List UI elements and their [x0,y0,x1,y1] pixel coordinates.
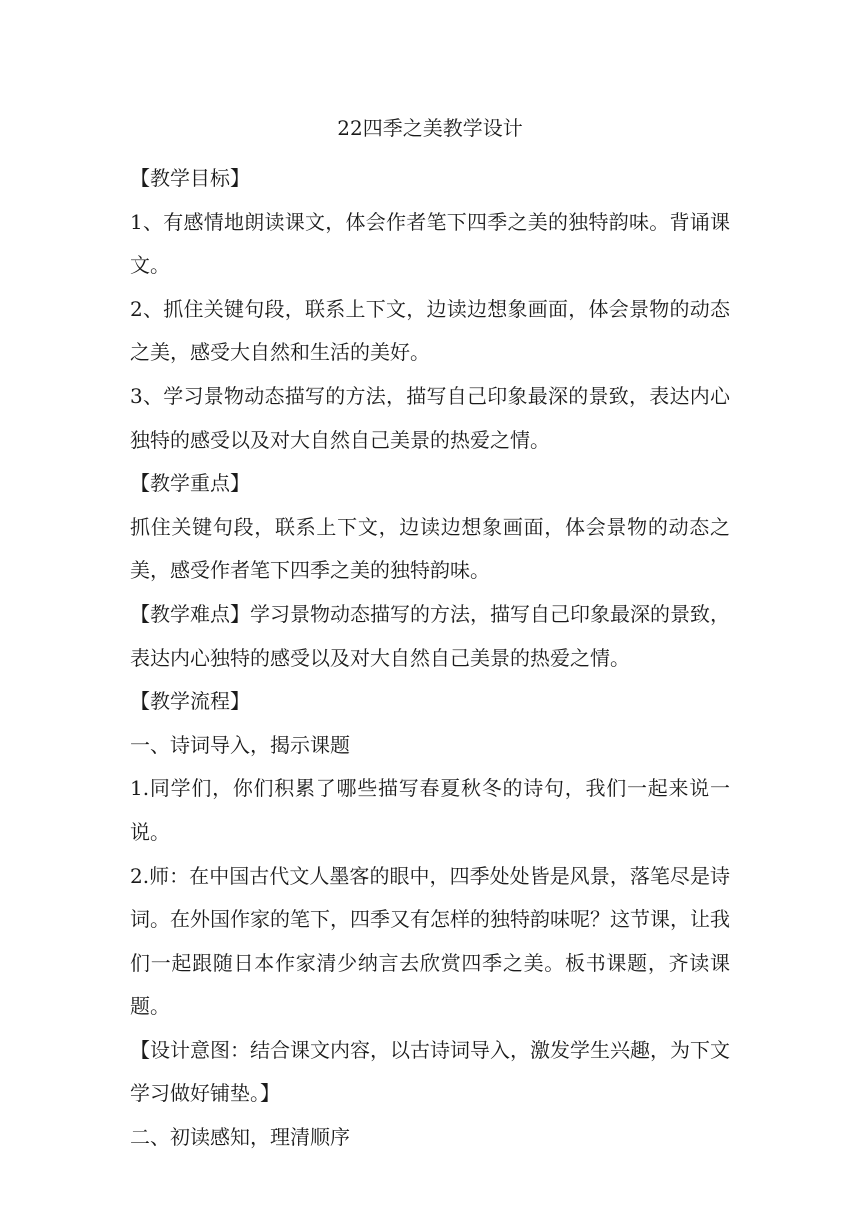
section-1-step-1: 1.同学们，你们积累了哪些描写春夏秋冬的诗句，我们一起来说一说。 [130,776,730,844]
heading-key-points: 【教学重点】 [130,471,250,496]
goal-item-2: 2、抓住关键句段，联系上下文，边读边想象画面，体会景物的动态之美，感受大自然和生活的美好。 [130,296,730,365]
section-1-heading: 一、诗词导入，揭示课题 [130,732,350,757]
design-intent-note: 【设计意图：结合课文内容，以古诗词导入，激发学生兴趣，为下文学习做好铺垫。】 [130,1037,730,1106]
document-title: 22四季之美教学设计 [337,116,523,140]
section-2-heading: 二、初读感知，理清顺序 [130,1125,350,1150]
difficult-points-text: 【教学难点】学习景物动态描写的方法，描写自己印象最深的景致，表达内心独特的感受以及对大自然自己美景的热爱之情。 [130,601,730,670]
heading-teaching-process: 【教学流程】 [130,689,250,714]
key-points-text: 抓住关键句段，联系上下文，边读边想象画面，体会景物的动态之美，感受作者笔下四季之美的独特韵味。 [130,514,730,583]
document-body [130,157,730,1160]
goal-item-3: 3、学习景物动态描写的方法，描写自己印象最深的景致，表达内心独特的感受以及对大自然自己美景的热爱之情。 [130,383,730,452]
heading-teaching-goals: 【教学目标】 [130,166,250,190]
goal-item-1: 1、有感情地朗读课文，体会作者笔下四季之美的独特韵味。背诵课文。 [130,209,730,278]
section-1-step-2: 2.师：在中国古代文人墨客的眼中，四季处处皆是风景，落笔尽是诗词。在外国作家的笔下，四季又有怎样的独特韵味呢？这节课，让我们一起跟随日本作家清少纳言去欣赏四季之美。板书课题，齐读课题。 [130,863,730,1019]
